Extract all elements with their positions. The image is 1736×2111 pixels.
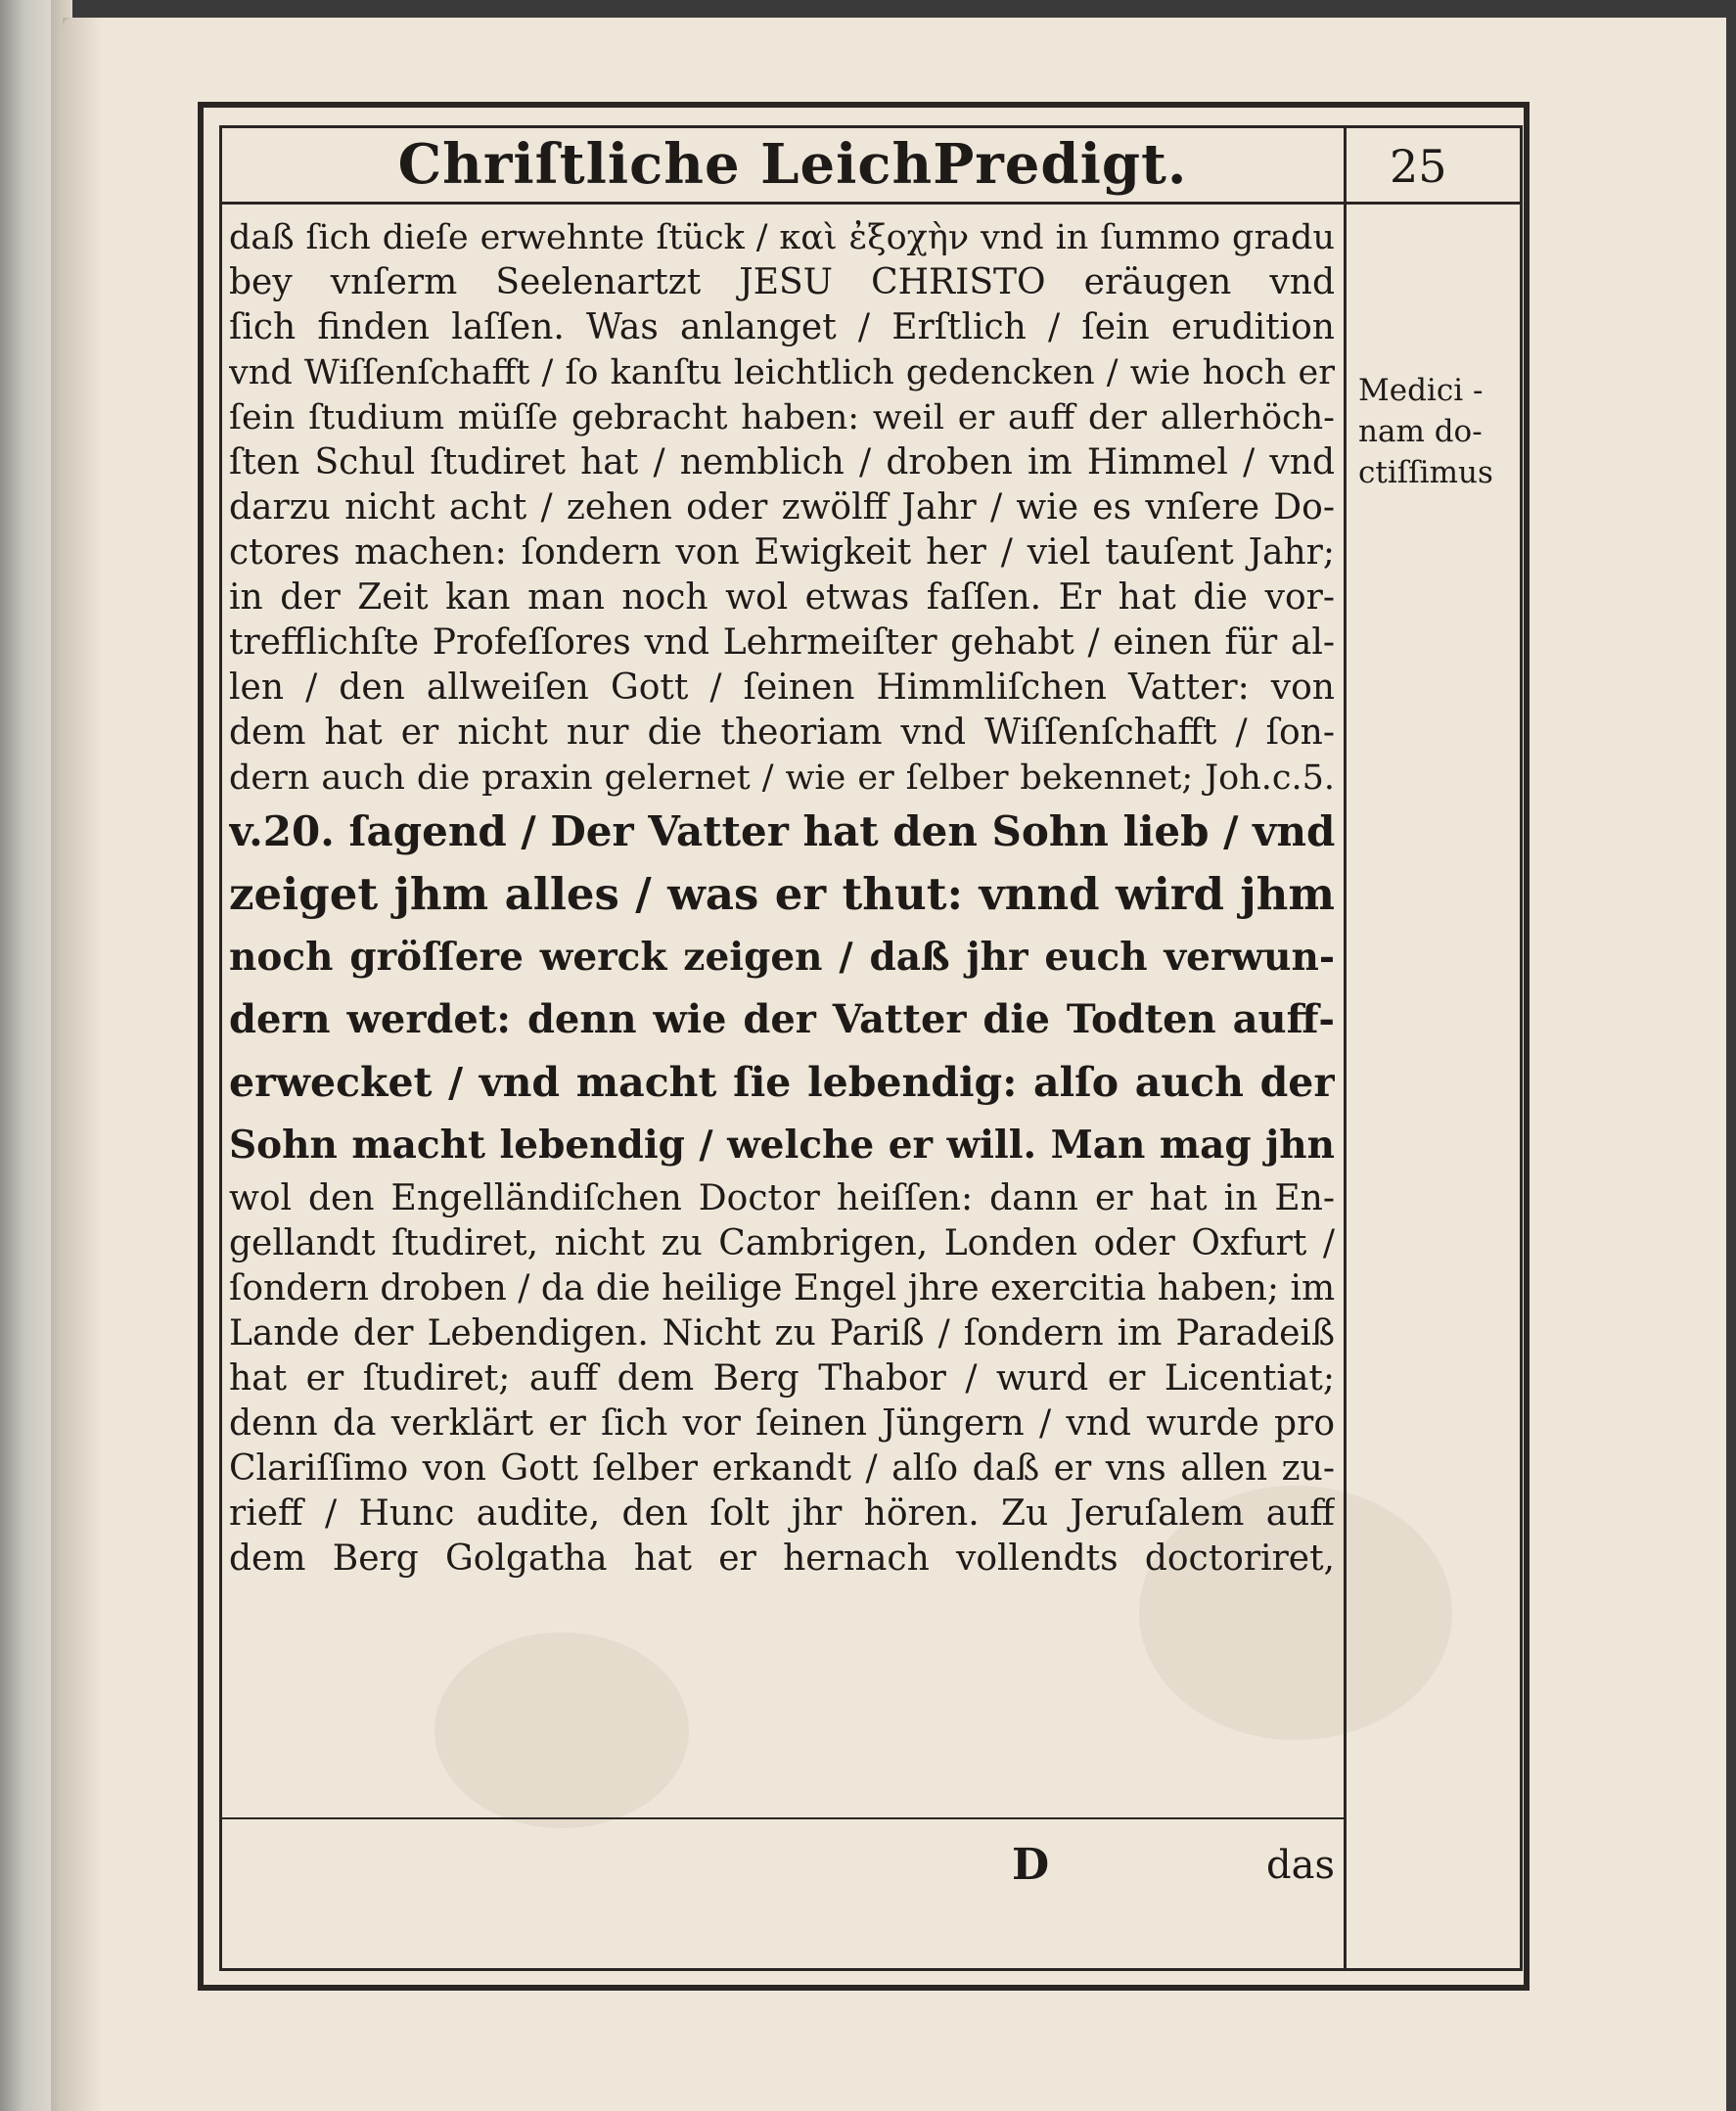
text-line: gellandt ſtudiret, nicht zu Cambrigen, Londen oder Oxfurt / (229, 1223, 1335, 1263)
footer-rule (219, 1817, 1345, 1819)
text-line: dem hat er nicht nur die theoriam vnd Wiſſenſchafft / ſon- (229, 712, 1335, 753)
text-line: denn da verklärt er ſich vor ſeinen Jüngern / vnd wurde pro (229, 1403, 1335, 1444)
margin-column-rule (1344, 125, 1347, 1971)
text-line: wol den Engelländiſchen Doctor heiſſen: dann er hat in En- (229, 1178, 1335, 1218)
text-line: zeiget jhm alles / was er thut: vnnd wird jhm (229, 868, 1335, 920)
text-line: v.20. ſagend / Der Vatter hat den Sohn lieb / vnd (229, 807, 1335, 855)
catchword: das (1266, 1843, 1335, 1888)
running-head-title: Chriſtliche LeichPredigt. (397, 132, 1188, 197)
text-line: dern werdet: denn wie der Vatter die Todten auff- (229, 996, 1335, 1042)
text-line: vnd Wiſſenſchafft / ſo kanſtu leichtlich gedencken / wie hoch er (229, 353, 1335, 392)
marginal-note-line: nam do- (1358, 414, 1483, 449)
text-line: bey vnſerm Seelenartzt JESU CHRISTO eräugen vnd (229, 262, 1335, 302)
marginal-note (1358, 370, 1525, 493)
marginal-note-line: Medici - (1358, 373, 1484, 408)
page-footer (229, 1836, 1335, 1895)
text-line: hat er ſtudiret; auff dem Berg Thabor / wurd er Licentiat; (229, 1358, 1335, 1399)
text-line: darzu nicht acht / zehen oder zwölff Jahr / wie es vnſere Do- (229, 487, 1335, 528)
text-line: len / den allweiſen Gott / ſeinen Himmliſchen Vatter: von (229, 667, 1335, 708)
text-line: dern auch die praxin gelernet / wie er ſelber bekennet; Joh.c.5. (229, 758, 1335, 798)
marginal-note-line: ctiſſimus (1358, 455, 1493, 490)
text-line: erwecket / vnd macht ſie lebendig: alſo auch der (229, 1059, 1335, 1106)
text-line: in der Zeit kan man noch wol etwas faſſen. Er hat die vor- (229, 577, 1335, 618)
text-line: noch gröſſere werck zeigen / daß jhr euch verwun- (229, 935, 1335, 980)
signature-mark: D (1012, 1840, 1050, 1890)
text-line: rieff / Hunc audite, den ſolt jhr hören. Zu Jeruſalem auff (229, 1493, 1335, 1534)
text-line: ſein ſtudium müſſe gebracht haben: weil er auff der allerhöch- (229, 398, 1335, 437)
text-line: dem Berg Golgatha hat er hernach vollendts doctoriret, (229, 1538, 1335, 1579)
text-line: trefflichſte Profeſſores vnd Lehrmeiſter gehabt / einen für al- (229, 622, 1335, 663)
text-line: Clariſſimo von Gott ſelber erkandt / alſo daß er vns allen zu- (229, 1448, 1335, 1489)
text-line: ſondern droben / da die heilige Engel jhre exercitia haben; im (229, 1268, 1335, 1308)
text-line: ſich finden laſſen. Was anlanget / Erſtlich / ſein erudition (229, 307, 1335, 347)
header-rule (219, 202, 1523, 205)
text-line: ctores machen: ſondern von Ewigkeit her / viel tauſent Jahr; (229, 532, 1335, 573)
text-line: daß ſich dieſe erwehnte ſtück / καὶ ἐξοχὴν vnd in ſummo gradu (229, 218, 1335, 257)
text-line: ſten Schul ſtudiret hat / nemblich / droben im Himmel / vnd (229, 442, 1335, 482)
text-line: Sohn macht lebendig / welche er will. Man mag jhn (229, 1123, 1335, 1168)
text-line: Lande der Lebendigen. Nicht zu Pariß / ſondern im Paradeiß (229, 1313, 1335, 1354)
page-number: 25 (1390, 140, 1447, 193)
body-text-block (229, 215, 1335, 1582)
